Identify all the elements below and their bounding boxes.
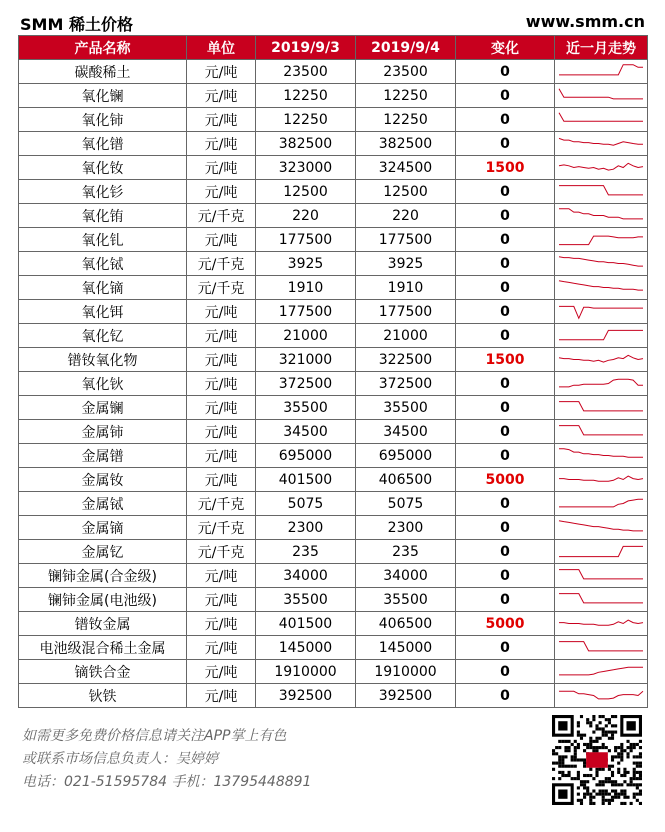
trend-line <box>559 546 643 556</box>
trend-sparkline-cell <box>555 204 648 228</box>
trend-line <box>559 620 643 625</box>
trend-sparkline-cell <box>555 468 648 492</box>
unit-cell: 元/吨 <box>187 468 256 492</box>
trend-sparkline <box>557 205 645 226</box>
unit-cell: 元/吨 <box>187 300 256 324</box>
product-name-cell: 金属镨 <box>19 444 187 468</box>
price-date2-cell: 406500 <box>356 612 456 636</box>
change-cell: 0 <box>456 108 555 132</box>
trend-sparkline <box>557 301 645 322</box>
unit-cell: 元/吨 <box>187 372 256 396</box>
trend-sparkline-cell <box>555 396 648 420</box>
price-date2-cell: 35500 <box>356 396 456 420</box>
product-name-cell: 氧化铈 <box>19 108 187 132</box>
product-name-cell: 镝铁合金 <box>19 660 187 684</box>
page-title: SMM 稀土价格 <box>20 15 133 34</box>
trend-sparkline-cell <box>555 228 648 252</box>
product-name-cell: 镨钕氧化物 <box>19 348 187 372</box>
price-date2-cell: 372500 <box>356 372 456 396</box>
trend-sparkline-cell <box>555 684 648 708</box>
trend-sparkline <box>557 85 645 106</box>
price-date2-cell: 21000 <box>356 324 456 348</box>
price-date1-cell: 382500 <box>256 132 356 156</box>
unit-cell: 元/吨 <box>187 564 256 588</box>
trend-sparkline-cell <box>555 444 648 468</box>
trend-sparkline <box>557 61 645 82</box>
change-cell: 0 <box>456 60 555 84</box>
trend-sparkline <box>557 541 645 562</box>
price-date1-cell: 34500 <box>256 420 356 444</box>
trend-sparkline <box>557 637 645 658</box>
trend-sparkline-cell <box>555 108 648 132</box>
price-date2-cell: 23500 <box>356 60 456 84</box>
trend-sparkline <box>557 685 645 706</box>
price-date2-cell: 12250 <box>356 84 456 108</box>
footer-line-contact: 或联系市场信息负责人：吴婷婷 <box>22 751 218 767</box>
trend-sparkline <box>557 253 645 274</box>
trend-sparkline-cell <box>555 300 648 324</box>
product-name-cell: 氧化钇 <box>19 324 187 348</box>
price-date1-cell: 401500 <box>256 468 356 492</box>
price-date1-cell: 2300 <box>256 516 356 540</box>
trend-sparkline <box>557 661 645 682</box>
trend-line <box>559 209 643 219</box>
product-name-cell: 氧化钆 <box>19 228 187 252</box>
col-header-unit: 单位 <box>187 36 256 60</box>
price-date2-cell: 1910 <box>356 276 456 300</box>
table-row <box>19 132 648 156</box>
unit-cell: 元/吨 <box>187 396 256 420</box>
price-date1-cell: 235 <box>256 540 356 564</box>
site-url[interactable]: www.smm.cn <box>525 12 645 31</box>
product-name-cell: 氧化铽 <box>19 252 187 276</box>
price-date1-cell: 21000 <box>256 324 356 348</box>
price-date1-cell: 1910 <box>256 276 356 300</box>
trend-line <box>559 570 643 579</box>
change-cell: 0 <box>456 444 555 468</box>
price-table <box>18 35 648 708</box>
price-date1-cell: 145000 <box>256 636 356 660</box>
trend-line <box>559 379 643 387</box>
change-cell: 0 <box>456 276 555 300</box>
change-cell: 5000 <box>456 612 555 636</box>
table-row <box>19 420 648 444</box>
table-row <box>19 612 648 636</box>
price-date1-cell: 1910000 <box>256 660 356 684</box>
unit-cell: 元/千克 <box>187 252 256 276</box>
product-name-cell: 氧化铒 <box>19 300 187 324</box>
unit-cell: 元/吨 <box>187 612 256 636</box>
trend-line <box>559 330 643 339</box>
table-row <box>19 156 648 180</box>
product-name-cell: 氧化镝 <box>19 276 187 300</box>
change-cell: 0 <box>456 372 555 396</box>
trend-sparkline-cell <box>555 588 648 612</box>
trend-sparkline-cell <box>555 612 648 636</box>
table-row <box>19 540 648 564</box>
trend-sparkline <box>557 157 645 178</box>
trend-sparkline <box>557 421 645 442</box>
qr-code-icon <box>552 715 642 805</box>
table-row <box>19 636 648 660</box>
price-date2-cell: 1910000 <box>356 660 456 684</box>
trend-line <box>559 642 643 651</box>
trend-line <box>559 236 643 245</box>
product-name-cell: 镧铈金属(合金级) <box>19 564 187 588</box>
price-date2-cell: 12250 <box>356 108 456 132</box>
change-cell: 0 <box>456 492 555 516</box>
table-row <box>19 348 648 372</box>
change-cell: 1500 <box>456 348 555 372</box>
trend-line <box>559 138 643 145</box>
change-cell: 0 <box>456 684 555 708</box>
trend-line <box>559 281 643 290</box>
product-name-cell: 镨钕金属 <box>19 612 187 636</box>
trend-sparkline-cell <box>555 252 648 276</box>
price-date2-cell: 392500 <box>356 684 456 708</box>
table-row <box>19 684 648 708</box>
trend-sparkline <box>557 373 645 394</box>
unit-cell: 元/吨 <box>187 684 256 708</box>
price-date1-cell: 23500 <box>256 60 356 84</box>
table-row <box>19 468 648 492</box>
table-row <box>19 204 648 228</box>
change-cell: 0 <box>456 324 555 348</box>
price-date2-cell: 324500 <box>356 156 456 180</box>
footer-line-phone: 电话：021-51595784 手机：13795448891 <box>22 774 312 790</box>
change-cell: 0 <box>456 396 555 420</box>
product-name-cell: 氧化钬 <box>19 372 187 396</box>
change-cell: 0 <box>456 588 555 612</box>
product-name-cell: 金属钕 <box>19 468 187 492</box>
trend-sparkline <box>557 469 645 490</box>
trend-sparkline-cell <box>555 372 648 396</box>
table-row <box>19 588 648 612</box>
trend-sparkline-cell <box>555 324 648 348</box>
trend-line <box>559 355 643 362</box>
trend-line <box>559 499 643 507</box>
trend-sparkline <box>557 277 645 298</box>
footer-line-app: 如需更多免费价格信息请关注APP掌上有色 <box>22 728 287 744</box>
product-name-cell: 氧化镨 <box>19 132 187 156</box>
trend-sparkline-cell <box>555 132 648 156</box>
trend-sparkline <box>557 325 645 346</box>
change-cell: 0 <box>456 180 555 204</box>
unit-cell: 元/千克 <box>187 516 256 540</box>
page-header <box>20 12 645 34</box>
table-row <box>19 492 648 516</box>
table-row <box>19 180 648 204</box>
change-cell: 0 <box>456 540 555 564</box>
table-row <box>19 252 648 276</box>
trend-line <box>559 257 643 266</box>
price-date1-cell: 12500 <box>256 180 356 204</box>
unit-cell: 元/吨 <box>187 420 256 444</box>
product-name-cell: 钬铁 <box>19 684 187 708</box>
trend-sparkline-cell <box>555 84 648 108</box>
price-date1-cell: 5075 <box>256 492 356 516</box>
unit-cell: 元/吨 <box>187 660 256 684</box>
trend-sparkline <box>557 109 645 130</box>
unit-cell: 元/吨 <box>187 132 256 156</box>
unit-cell: 元/吨 <box>187 588 256 612</box>
trend-sparkline <box>557 589 645 610</box>
product-name-cell: 金属镝 <box>19 516 187 540</box>
price-date2-cell: 34000 <box>356 564 456 588</box>
table-row <box>19 564 648 588</box>
unit-cell: 元/千克 <box>187 276 256 300</box>
trend-sparkline-cell <box>555 420 648 444</box>
unit-cell: 元/吨 <box>187 84 256 108</box>
change-cell: 0 <box>456 636 555 660</box>
table-row <box>19 324 648 348</box>
col-header-date1: 2019/9/3 <box>256 36 356 60</box>
product-name-cell: 电池级混合稀土金属 <box>19 636 187 660</box>
table-row <box>19 84 648 108</box>
price-date2-cell: 2300 <box>356 516 456 540</box>
price-date1-cell: 35500 <box>256 396 356 420</box>
table-row <box>19 60 648 84</box>
price-date1-cell: 323000 <box>256 156 356 180</box>
price-date1-cell: 177500 <box>256 228 356 252</box>
trend-sparkline <box>557 565 645 586</box>
price-date2-cell: 406500 <box>356 468 456 492</box>
change-cell: 0 <box>456 516 555 540</box>
price-date1-cell: 34000 <box>256 564 356 588</box>
change-cell: 1500 <box>456 156 555 180</box>
trend-sparkline <box>557 229 645 250</box>
price-date2-cell: 695000 <box>356 444 456 468</box>
trend-sparkline-cell <box>555 276 648 300</box>
change-cell: 0 <box>456 252 555 276</box>
price-date1-cell: 220 <box>256 204 356 228</box>
product-name-cell: 氧化钕 <box>19 156 187 180</box>
unit-cell: 元/千克 <box>187 204 256 228</box>
trend-sparkline <box>557 133 645 154</box>
unit-cell: 元/千克 <box>187 492 256 516</box>
trend-line <box>559 89 643 99</box>
price-date2-cell: 5075 <box>356 492 456 516</box>
table-row <box>19 228 648 252</box>
col-header-change: 变化 <box>456 36 555 60</box>
col-header-date2: 2019/9/4 <box>356 36 456 60</box>
price-date1-cell: 177500 <box>256 300 356 324</box>
change-cell: 0 <box>456 300 555 324</box>
trend-line <box>559 186 643 195</box>
trend-line <box>559 667 643 675</box>
change-cell: 0 <box>456 660 555 684</box>
product-name-cell: 金属镧 <box>19 396 187 420</box>
trend-sparkline <box>557 493 645 514</box>
unit-cell: 元/吨 <box>187 108 256 132</box>
trend-sparkline <box>557 349 645 370</box>
product-name-cell: 氧化铕 <box>19 204 187 228</box>
change-cell: 0 <box>456 420 555 444</box>
price-date1-cell: 695000 <box>256 444 356 468</box>
unit-cell: 元/吨 <box>187 180 256 204</box>
table-header-row <box>19 36 648 60</box>
trend-line <box>559 402 643 411</box>
unit-cell: 元/千克 <box>187 540 256 564</box>
trend-line <box>559 113 643 122</box>
price-date2-cell: 382500 <box>356 132 456 156</box>
price-date2-cell: 34500 <box>356 420 456 444</box>
trend-sparkline <box>557 445 645 466</box>
trend-sparkline <box>557 613 645 634</box>
trend-sparkline <box>557 397 645 418</box>
trend-sparkline-cell <box>555 636 648 660</box>
table-row <box>19 516 648 540</box>
trend-sparkline-cell <box>555 660 648 684</box>
price-date1-cell: 3925 <box>256 252 356 276</box>
price-date2-cell: 177500 <box>356 228 456 252</box>
table-row <box>19 108 648 132</box>
change-cell: 0 <box>456 564 555 588</box>
trend-line <box>559 306 643 318</box>
change-cell: 0 <box>456 84 555 108</box>
price-date2-cell: 235 <box>356 540 456 564</box>
trend-line <box>559 65 643 75</box>
trend-sparkline-cell <box>555 516 648 540</box>
unit-cell: 元/吨 <box>187 228 256 252</box>
price-date2-cell: 145000 <box>356 636 456 660</box>
product-name-cell: 氧化镧 <box>19 84 187 108</box>
unit-cell: 元/吨 <box>187 156 256 180</box>
trend-line <box>559 594 643 603</box>
change-cell: 5000 <box>456 468 555 492</box>
product-name-cell: 金属铈 <box>19 420 187 444</box>
price-date2-cell: 177500 <box>356 300 456 324</box>
price-date1-cell: 372500 <box>256 372 356 396</box>
trend-sparkline-cell <box>555 492 648 516</box>
price-date2-cell: 12500 <box>356 180 456 204</box>
trend-sparkline-cell <box>555 156 648 180</box>
product-name-cell: 氧化钐 <box>19 180 187 204</box>
change-cell: 0 <box>456 132 555 156</box>
price-date1-cell: 321000 <box>256 348 356 372</box>
col-header-name: 产品名称 <box>19 36 187 60</box>
price-date2-cell: 3925 <box>356 252 456 276</box>
table-row <box>19 372 648 396</box>
price-date2-cell: 220 <box>356 204 456 228</box>
table-row <box>19 444 648 468</box>
trend-sparkline-cell <box>555 180 648 204</box>
table-row <box>19 276 648 300</box>
trend-line <box>559 521 643 531</box>
price-date1-cell: 401500 <box>256 612 356 636</box>
unit-cell: 元/吨 <box>187 60 256 84</box>
trend-sparkline <box>557 181 645 202</box>
unit-cell: 元/吨 <box>187 444 256 468</box>
table-row <box>19 396 648 420</box>
table-row <box>19 300 648 324</box>
product-name-cell: 金属钇 <box>19 540 187 564</box>
price-date1-cell: 12250 <box>256 84 356 108</box>
price-date2-cell: 322500 <box>356 348 456 372</box>
table-row <box>19 660 648 684</box>
product-name-cell: 镧铈金属(电池级) <box>19 588 187 612</box>
change-cell: 0 <box>456 228 555 252</box>
trend-sparkline <box>557 517 645 538</box>
product-name-cell: 碳酸稀土 <box>19 60 187 84</box>
price-date2-cell: 35500 <box>356 588 456 612</box>
unit-cell: 元/吨 <box>187 636 256 660</box>
product-name-cell: 金属铽 <box>19 492 187 516</box>
price-date1-cell: 12250 <box>256 108 356 132</box>
price-date1-cell: 35500 <box>256 588 356 612</box>
trend-line <box>559 691 643 699</box>
trend-sparkline-cell <box>555 564 648 588</box>
trend-sparkline-cell <box>555 540 648 564</box>
unit-cell: 元/吨 <box>187 348 256 372</box>
price-date1-cell: 392500 <box>256 684 356 708</box>
unit-cell: 元/吨 <box>187 324 256 348</box>
trend-sparkline-cell <box>555 60 648 84</box>
footer-contact <box>22 725 311 794</box>
trend-line <box>559 426 643 435</box>
trend-line <box>559 476 643 481</box>
trend-line <box>559 163 643 170</box>
trend-line <box>559 449 643 458</box>
col-header-trend: 近一月走势 <box>555 36 648 60</box>
trend-sparkline-cell <box>555 348 648 372</box>
change-cell: 0 <box>456 204 555 228</box>
